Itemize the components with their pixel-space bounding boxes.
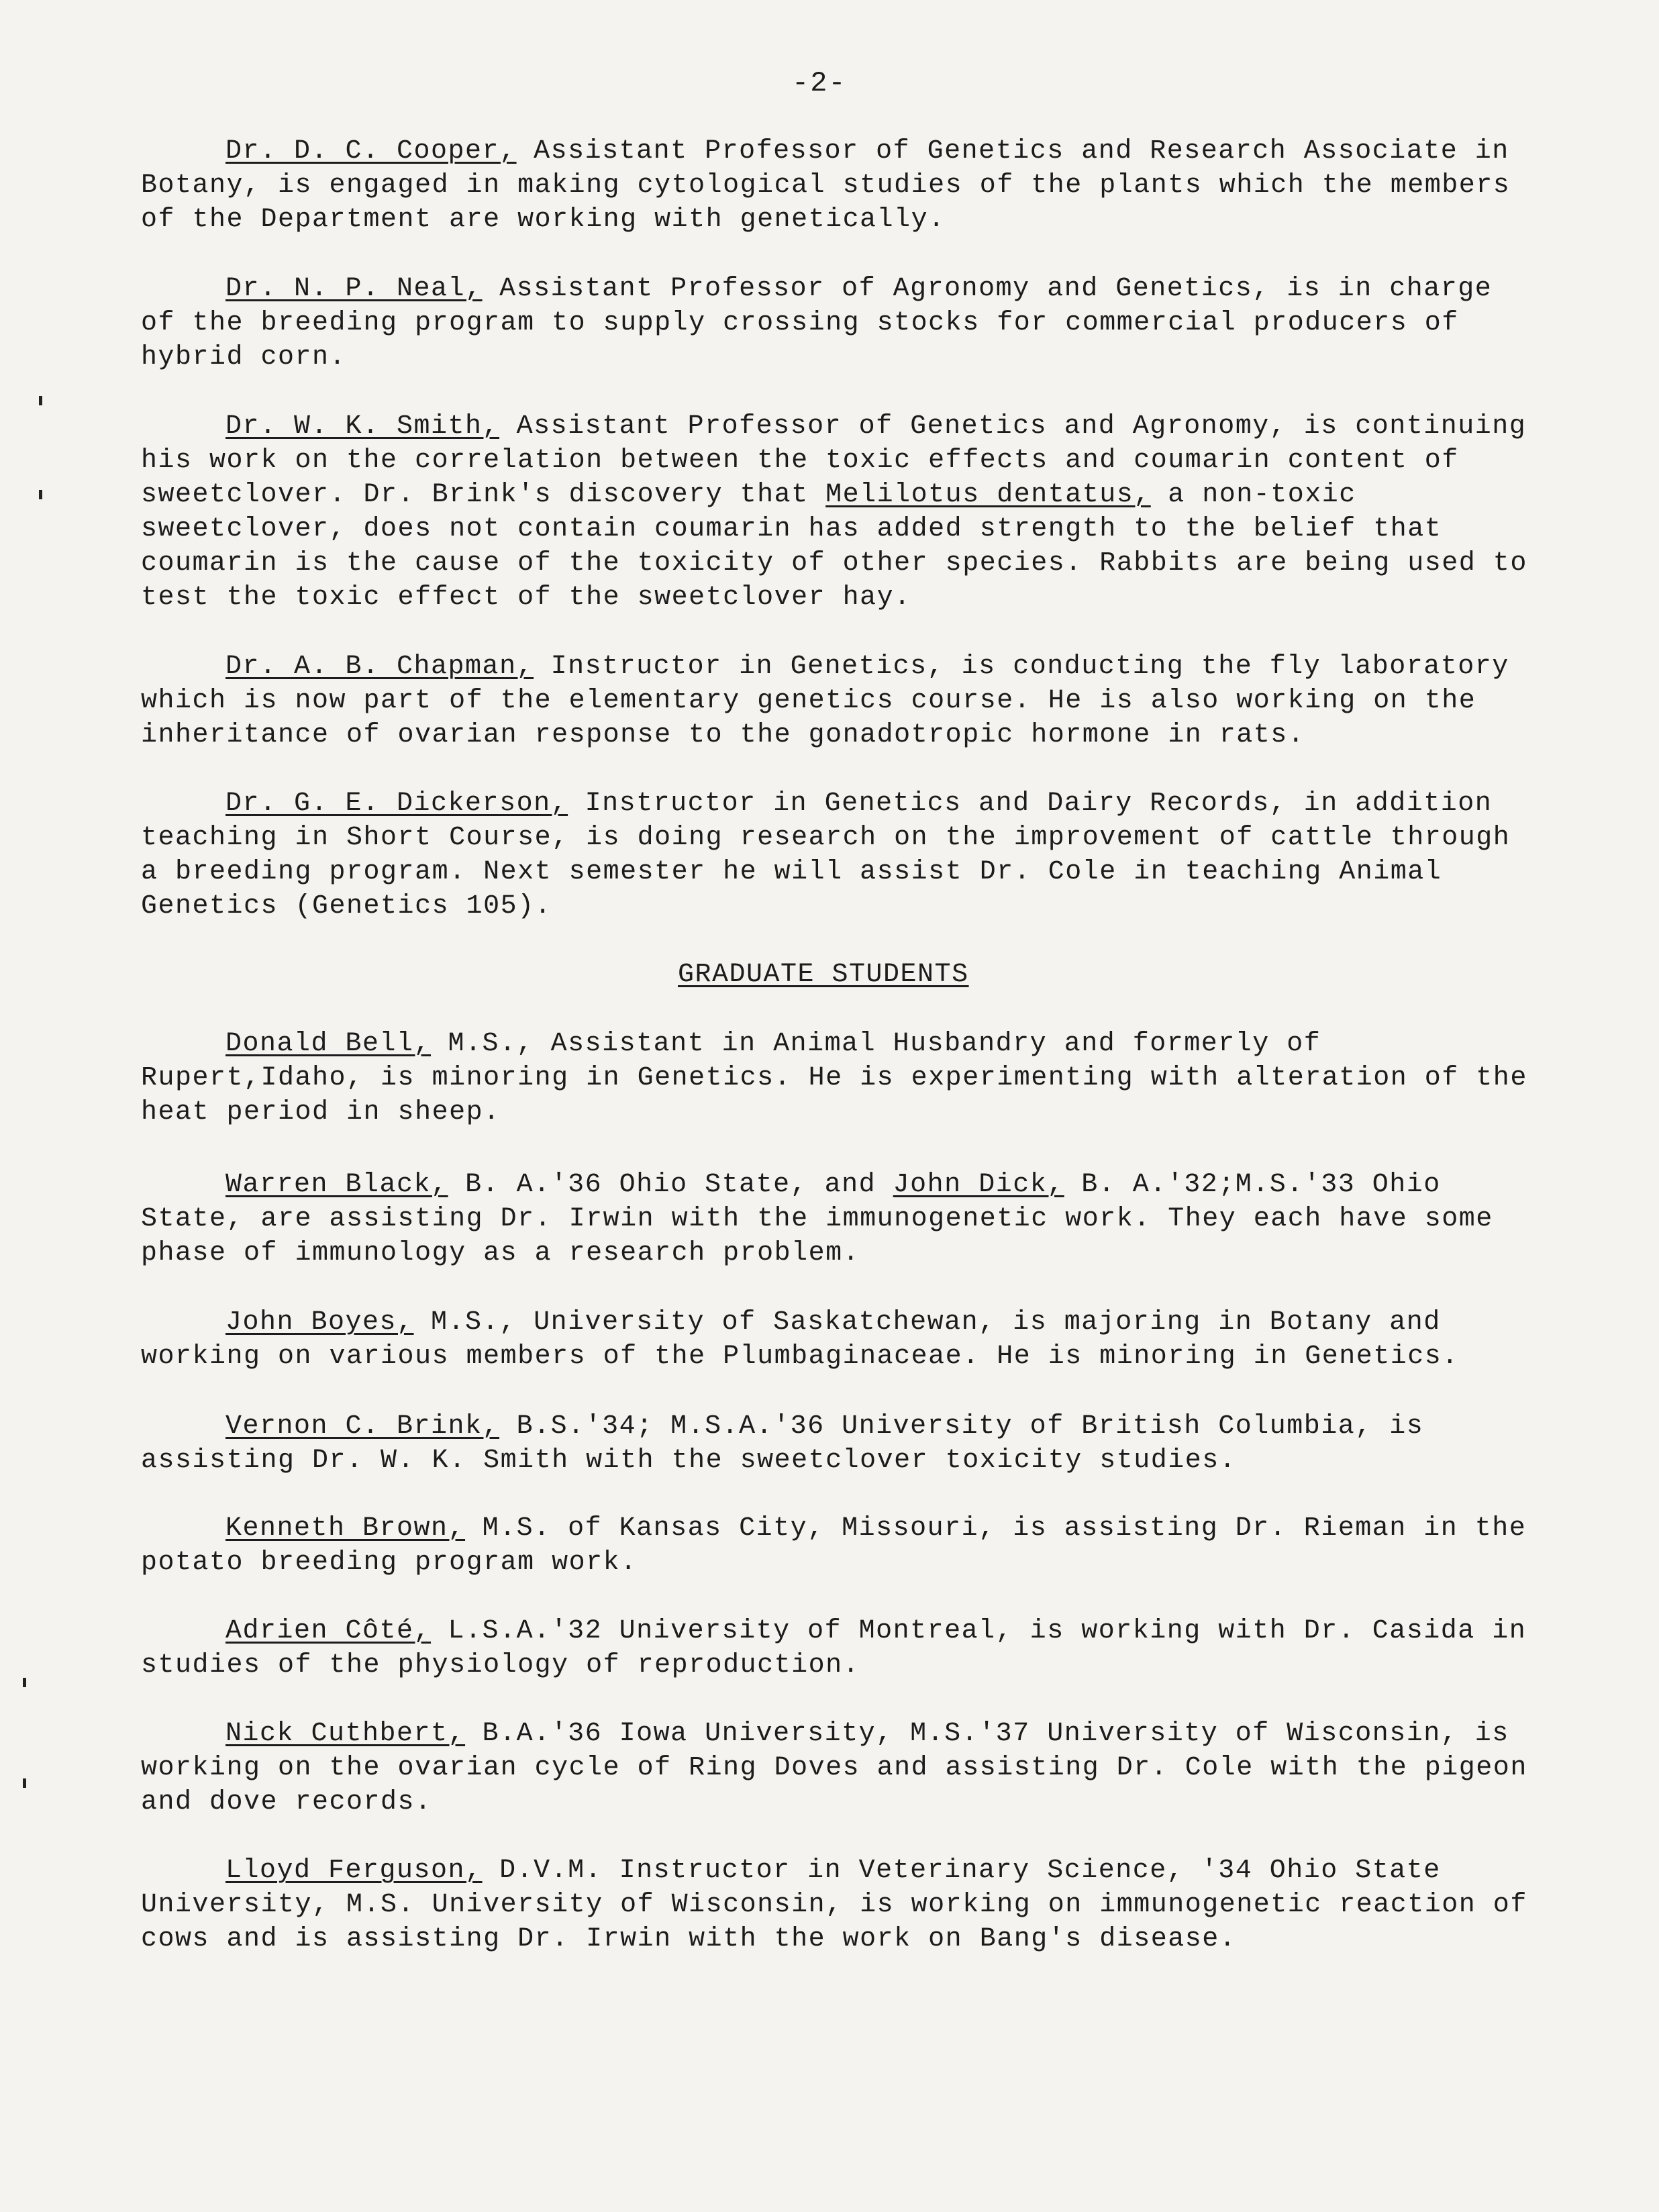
person-name: Adrien Côté, (225, 1616, 432, 1646)
paragraph-text: B. A.'32;M.S.'33 Ohio State, are assisting Dr. Irwin with the immunogenetic work. They each have some phase of immunology as a research problem. (141, 1170, 1493, 1268)
paragraph-bell (141, 1027, 1537, 1129)
person-name: Dr. G. E. Dickerson, (225, 789, 568, 819)
paragraph-cote (141, 1614, 1537, 1682)
person-name: Dr. A. B. Chapman, (225, 652, 534, 682)
person-name: Dr. N. P. Neal, (225, 274, 483, 304)
person-name: Donald Bell, (225, 1029, 432, 1059)
paragraph-smith (141, 409, 1537, 615)
paragraph-brown (141, 1511, 1537, 1580)
paragraph-dickerson (141, 787, 1537, 923)
paragraph-text: Assistant Professor of Genetics and Agronomy, is continuing his work on the correlation between the toxic effects and coumarin content of sweetclover. Dr. Brink's discovery that (141, 411, 1527, 510)
person-name: Warren Black, (225, 1170, 448, 1200)
person-name: Kenneth Brown, (225, 1513, 466, 1544)
paragraph-text: M.S. of Kansas City, Missouri, is assisting Dr. Rieman in the potato breeding program work. (141, 1513, 1527, 1578)
paragraph-text: L.S.A.'32 University of Montreal, is working with Dr. Casida in studies of the physiology of reproduction. (141, 1616, 1527, 1680)
paragraph-brink (141, 1409, 1537, 1478)
margin-mark (23, 1678, 26, 1687)
paragraph-text: a non-toxic sweetclover, does not contain coumarin has added strength to the belief that coumarin is the cause of the toxicity of other species. Rabbits are being used to test the toxic effect of the sweetclover hay. (141, 480, 1527, 613)
person-name: Vernon C. Brink, (225, 1411, 500, 1442)
page-number: -2- (792, 67, 847, 99)
margin-mark (39, 396, 42, 405)
section-heading: GRADUATE STUDENTS (678, 960, 969, 990)
person-name: Dr. D. C. Cooper, (225, 136, 517, 166)
person-name: Dr. W. K. Smith, (225, 411, 500, 442)
paragraph-text: B.S.'34; M.S.A.'36 University of British Columbia, is assisting Dr. W. K. Smith with the sweetclover toxicity studies. (141, 1411, 1424, 1476)
paragraph-ferguson (141, 1854, 1537, 1956)
paragraph-cuthbert (141, 1717, 1537, 1819)
paragraph-neal (141, 272, 1537, 374)
paragraph-text: Instructor in Genetics, is conducting the fly laboratory which is now part of the elementary genetics course. He is also working on the inheritance of ovarian response to the gonadotropic hormone in rats. (141, 652, 1509, 750)
person-name: Lloyd Ferguson, (225, 1856, 483, 1886)
paragraph-text: B.A.'36 Iowa University, M.S.'37 University of Wisconsin, is working on the ovarian cycle of Ring Doves and assisting Dr. Cole with the pigeon and dove records. (141, 1719, 1527, 1817)
paragraph-text: M.S., University of Saskatchewan, is majoring in Botany and working on various members of the Plumbaginaceae. He is minoring in Genetics. (141, 1307, 1459, 1372)
paragraph-cooper (141, 134, 1537, 237)
paragraph-text: Assistant Professor of Agronomy and Genetics, is in charge of the breeding program to supply crossing stocks for commercial producers of hybrid corn. (141, 274, 1493, 372)
paragraph-text: B. A.'36 Ohio State, and (448, 1170, 893, 1200)
paragraph-black-dick (141, 1168, 1537, 1270)
paragraph-chapman (141, 650, 1537, 752)
person-name: John Dick, (893, 1170, 1064, 1200)
paragraph-text: M.S., Assistant in Animal Husbandry and formerly of Rupert,Idaho, is minoring in Genetics. He is experimenting with alteration of the heat period in sheep. (141, 1029, 1527, 1127)
margin-mark (39, 490, 42, 499)
species-name: Melilotus dentatus, (825, 480, 1151, 510)
paragraph-text: Instructor in Genetics and Dairy Records, in addition teaching in Short Course, is doing research on the improvement of cattle through a breeding program. Next semester he will assist Dr. Cole in teaching Animal Genetics (Genetics 105). (141, 789, 1511, 921)
margin-mark (23, 1778, 26, 1788)
paragraph-text: D.V.M. Instructor in Veterinary Science, '34 Ohio State University, M.S. University of Wisconsin, is working on immunogenetic reaction of cows and is assisting Dr. Irwin with the work on Bang's disease. (141, 1856, 1527, 1954)
paragraph-boyes (141, 1305, 1537, 1374)
person-name: John Boyes, (225, 1307, 414, 1338)
paragraph-text: Assistant Professor of Genetics and Research Associate in Botany, is engaged in making cytological studies of the plants which the members of the Department are working with genetically. (141, 136, 1511, 235)
person-name: Nick Cuthbert, (225, 1719, 466, 1749)
